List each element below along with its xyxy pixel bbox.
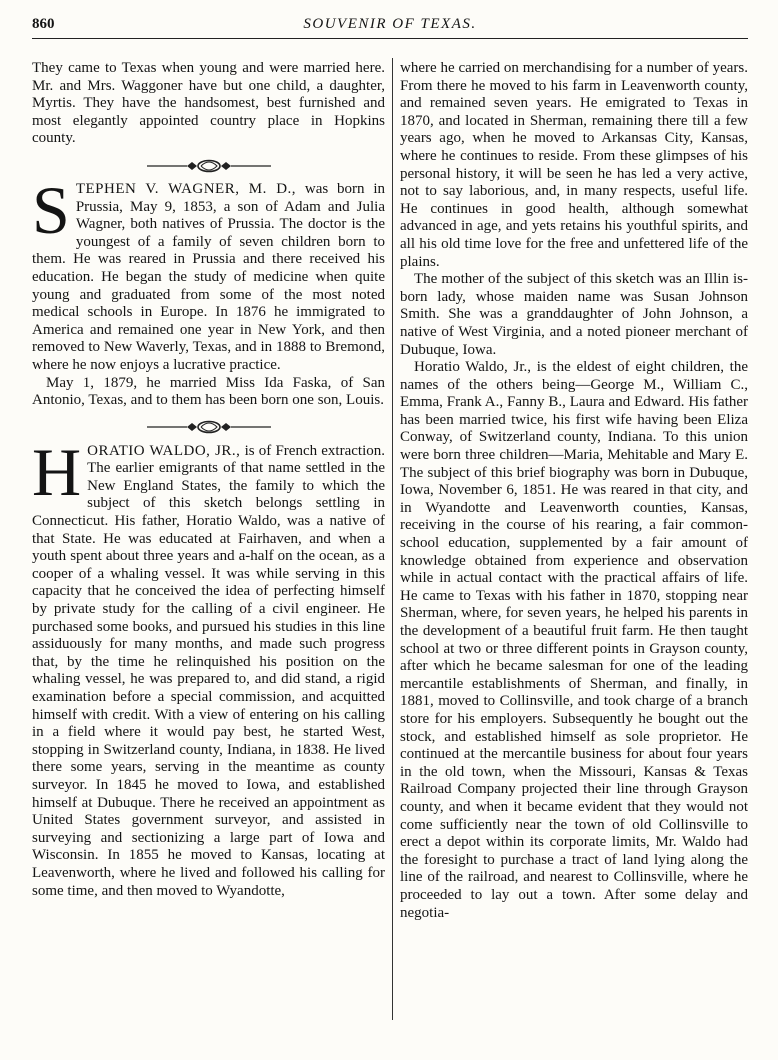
column-divider (392, 58, 393, 1020)
waldo-body-text: is of French extraction. The earlier emigrants of that name settled in the New England States, the family to which the subject of this sketch belongs settling in Connecticut. His father, Horatio Waldo, was a native of that State. He was educated at Fairhaven, and when a youth spent about three years and a-half on the ocean, as a cooper of a whaling vessel. It was while serving in this capacity that he conceived the idea of perfecting himself by private study for the calling of a civil engineer. He purchased some books, and pursued his studies in this line assiduously for many months, and made such progress that, by the time he relinquished his position on the whaling vessel, he was prepared to, and did stand, a rigid examination before a special commission, and acquitted himself with credit. With a view of entering on his calling in a field where it would pay best, he started West, stopping in Switzerland county, Indiana, in 1838. He lived there some years, serving in the meantime as county surveyor. In 1845 he moved to Iowa, and established himself at Dubuque. There he received an appointment as United States government surveyor, and assisted in surveying and sectionizing a large part of Iowa and Wisconsin. In 1855 he moved to Kansas, locating at Leavenworth, where he lived and followed his calling for some time, and then moved to Wyandotte, (32, 442, 385, 899)
section-ornament (32, 152, 385, 178)
page-number: 860 (32, 16, 55, 32)
waldo-drop-cap: H (32, 433, 82, 510)
wagner-name-lead: TEPHEN V. WAGNER, M. D., (75, 180, 297, 197)
waggoner-closing-paragraph: They came to Texas when young and were married here. Mr. and Mrs. Waggoner have but one child, a daughter, Myrtis. They have the handsomest, best furnished and most elegantly appointed country place in Hopkins county. (32, 60, 385, 147)
wagner-drop-cap: S (32, 171, 70, 248)
wagner-paragraph-1 (32, 171, 385, 375)
running-header (32, 16, 748, 38)
waldo-mother-paragraph: The mother of the subject of this sketch was an Illin is-born lady, whose maiden name was Susan Johnson Smith. She was a granddaughter of John Johnson, a native of West Virginia, and a noted pioneer merchant of Dubuque, Iowa. (400, 271, 748, 358)
wagner-paragraph-2: May 1, 1879, he married Miss Ida Faska, of San Antonio, Texas, and to them has been born one son, Louis. (32, 374, 385, 409)
waldo-biography-paragraph: Horatio Waldo, Jr., is the eldest of eight children, the names of the others being—George M., William C., Emma, Frank A., Fanny B., Laura and Edward. His father has been married twice, his first wife having been Eliza Conway, of Switzerland county, Indiana. To this union were born three children—Maria, Mehitable and Mary E. The subject of this brief biography was born in Dubuque, Iowa, November 6, 1851. He was reared in that city, and in Wyandotte and Leavenworth counties, Kansas, receiving in the course of his rearing, a fair common-school education, supplemented by a fair amount of knowledge obtained from experience and observation while in actual contact with the practical affairs of life. He came to Texas with his father in 1870, stopping near Sherman, where, for seven years, he helped his parents in the development of a beautiful fruit farm. He then taught school at two or three different points in Grayson county, after which he became salesman for one of the leading mercantile establishments of Sherman, and finally, in 1881, moved to Collinsville, and took charge of a branch store for his employers. Subsequently he bought out the stock, and established himself as sole proprietor. He continued at the mercantile business for about four years in the old town, when the Missouri, Kansas & Texas Railroad Company projected their line through Grayson county, and when it became evident that they would not come sufficiently near the town of old Collinsville to erect a depot within its corporate limits, Mr. Waldo had the foresight to purchase a tract of land lying along the line of the railroad, and nearest to Collinsville, where he proceeded to lay out a town. After some delay and negotia- (400, 359, 748, 921)
header-rule (32, 38, 748, 39)
waldo-name-lead: ORATIO WALDO, JR., (87, 442, 241, 459)
wagner-body-text: was born in Prussia, May 9, 1853, a son of Adam and Julia Wagner, both natives of Prussia. The doctor is the youngest of a family of seven children born to them. He was reared in Prussia and there received his education. He began the study of medicine when quite young and graduated from some of the most noted medical schools in Europe. In 1876 he immigrated to America and remained one year in New York, and then removed to New Waverly, Texas, and in 1888 to Bremond, where he now enjoys a lucrative practice. (32, 180, 385, 373)
right-column (400, 60, 748, 922)
left-column (32, 60, 385, 900)
waldo-paragraph-1 (32, 433, 385, 900)
running-title: SOUVENIR OF TEXAS. (303, 16, 477, 32)
waldo-father-continued-paragraph: where he carried on merchandising for a number of years. From there he moved to his farm in Leavenworth county, and remained seven years. He emigrated to Texas in 1870, and located in Sherman, remaining there till a few years ago, when he moved to Arkansas City, Kansas, where he continues to reside. From these glimpses of his personal history, it will be seen he has led a very active, not to say laborious, and, in many respects, useful life. He continues in good health, although somewhat advanced in age, and yets retains his youthful spirits, and all his old time love for the free and unfettered life of the plains. (400, 60, 748, 270)
section-ornament (32, 414, 385, 440)
